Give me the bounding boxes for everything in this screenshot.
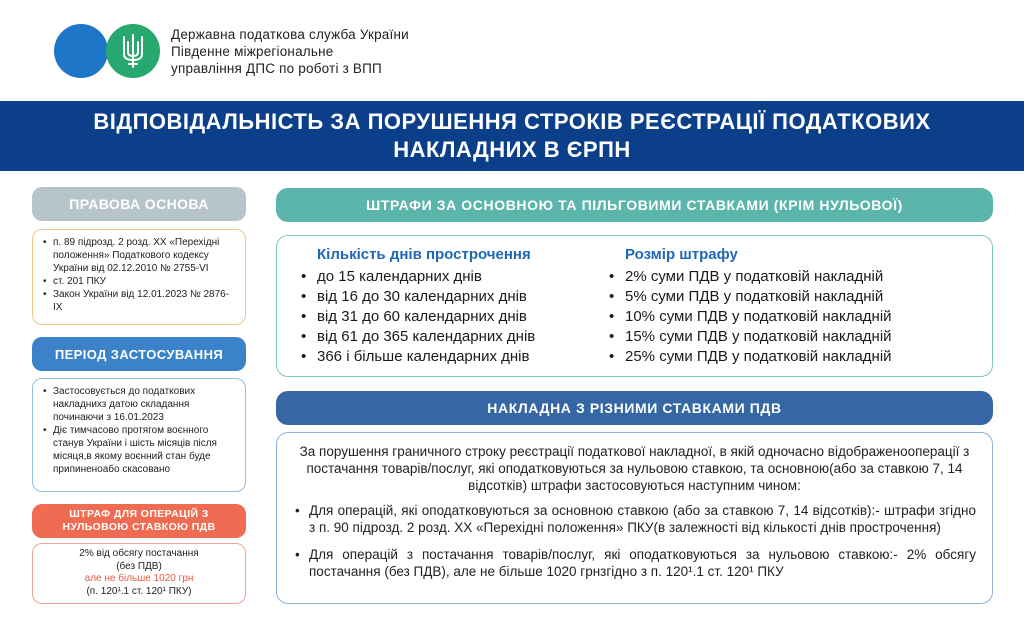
days-item: • до 15 календарних днів [301, 267, 591, 287]
page-title [93, 108, 930, 164]
zero-fine-limit: але не більше 1020 грн [84, 573, 194, 584]
legal-item: • п. 89 підрозд. 2 розд. XX «Перехідні положення» Податкового кодексу України від 02.12.2010 № 2755-VI [43, 236, 235, 275]
legal-item: • ст. 201 ПКУ [43, 275, 235, 288]
organization-name [171, 26, 409, 77]
legal-item: • Закон України від 12.01.2023 № 2876-IX [43, 288, 235, 314]
fine-amount-item: • 15% суми ПДВ у податковій накладній [609, 327, 979, 347]
zero-fine-heading-line: НУЛЬОВОЮ СТАВКОЮ ПДВ [62, 521, 216, 533]
days-item: • від 16 до 30 календарних днів [301, 287, 591, 307]
zero-rate-fine-box [32, 543, 246, 604]
fine-amount-item: • 2% суми ПДВ у податковій накладній [609, 267, 979, 287]
days-item: • 366 і більше календарних днів [301, 347, 591, 367]
org-line: Південне міжрегіональне [171, 44, 334, 59]
zero-fine-line: (без ПДВ) [116, 560, 162, 572]
period-heading: ПЕРІОД ЗАСТОСУВАННЯ [32, 337, 246, 371]
trident-icon [120, 34, 146, 68]
mixed-rates-box [276, 432, 993, 604]
mixed-rates-item: • Для операцій, які оподатковуються за основною ставкою (або за ставкою 7, 14 відсотків):- штрафи згідно з п. 90 підрозд. 2 розд. XX «Перехідні положення» ПКУ(в залежності від кількості днів прострочення) [293, 502, 976, 536]
zero-fine-reference: (п. 120¹.1 ст. 120¹ ПКУ) [86, 585, 192, 597]
fine-amount-item: • 5% суми ПДВ у податковій накладній [609, 287, 979, 307]
period-box [32, 378, 246, 492]
fine-amount-item: • 10% суми ПДВ у податковій накладній [609, 307, 979, 327]
legal-basis-box [32, 229, 246, 325]
fines-box [276, 235, 993, 377]
zero-fine-heading-line: ШТРАФ ДЛЯ ОПЕРАЦІЙ З [69, 508, 209, 520]
zero-fine-line: 2% від обсягу постачання [79, 548, 199, 559]
org-line: управління ДПС по роботі з ВПП [171, 61, 382, 76]
days-item: • від 31 до 60 календарних днів [301, 307, 591, 327]
title-banner [0, 101, 1024, 171]
zero-rate-fine-heading [32, 504, 246, 538]
period-item: • Діє тимчасово протягом воєнного станув України і шість місяців після місяця,в якому воєнний стан буде припиненоабо скасовано [43, 424, 237, 476]
days-column [301, 246, 591, 367]
days-column-heading: Кількість днів прострочення [317, 246, 531, 263]
legal-basis-heading: ПРАВОВА ОСНОВА [32, 187, 246, 221]
fine-amount-item: • 25% суми ПДВ у податковій накладній [609, 347, 979, 367]
logo-blue-circle [54, 24, 108, 78]
fines-heading: ШТРАФИ ЗА ОСНОВНОЮ ТА ПІЛЬГОВИМИ СТАВКАМИ (КРІМ НУЛЬОВОЇ) [276, 188, 993, 222]
mixed-rates-item: • Для операцій з постачання товарів/послуг, які оподатковуються за нульовою ставкою:- 2% обсягу постачання (без ПДВ), але не більше 1020 грнзгідно з п. 120¹.1 ст. 120¹ ПКУ [293, 546, 976, 580]
fine-amount-column-heading: Розмір штрафу [625, 246, 738, 263]
title-line: НАКЛАДНИХ В ЄРПН [393, 137, 631, 162]
mixed-rates-heading: НАКЛАДНА З РІЗНИМИ СТАВКАМИ ПДВ [276, 391, 993, 425]
days-item: • від 61 до 365 календарних днів [301, 327, 591, 347]
title-line: ВІДПОВІДАЛЬНІСТЬ ЗА ПОРУШЕННЯ СТРОКІВ РЕЄСТРАЦІЇ ПОДАТКОВИХ [93, 109, 931, 134]
org-line: Державна податкова служба України [171, 27, 409, 42]
fine-amount-column [609, 246, 979, 367]
period-item: • Застосовується до податкових накладнихз датою складання починаючи з 16.01.2023 [43, 385, 237, 424]
logo-green-circle [106, 24, 160, 78]
logo [54, 24, 160, 78]
mixed-rates-intro: За порушення граничного строку реєстрації податкової накладної, в якій одночасно відображенооперації з постачання товарів/послуг, які оподатковуються за нульовою ставкою, та основною(або за ставкою 7, 14 відсотків) штрафи застосовуються наступним чином: [299, 444, 970, 493]
